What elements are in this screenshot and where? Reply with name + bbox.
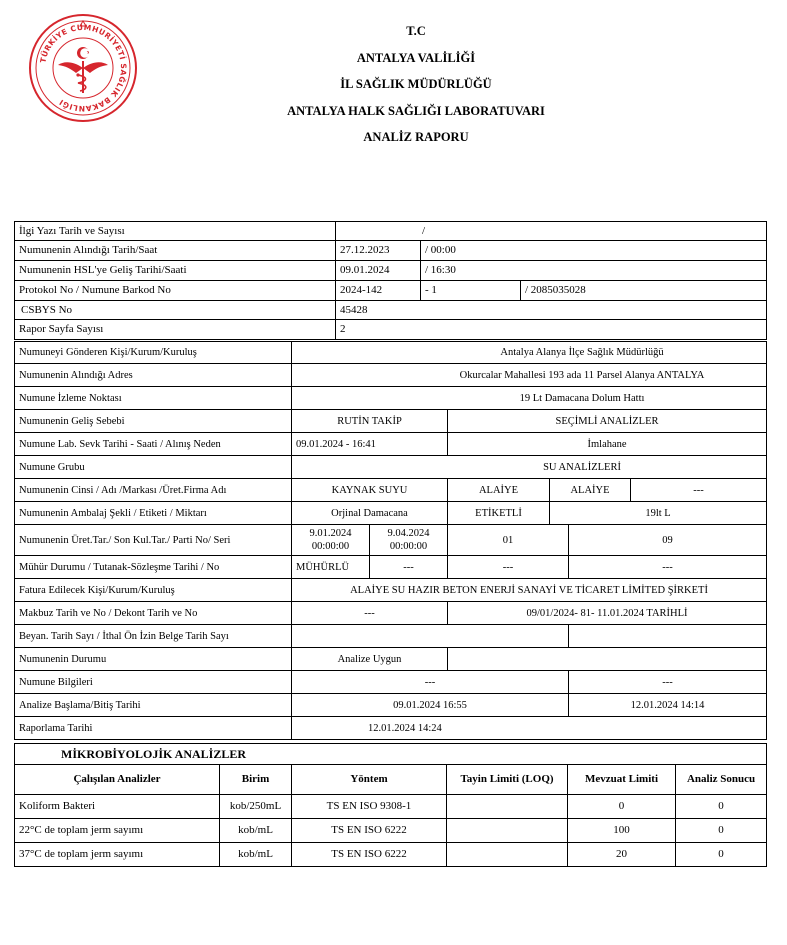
- sample-row: [15, 671, 767, 694]
- sample-value: [292, 625, 569, 648]
- sample-row: [15, 648, 767, 671]
- info-row: [15, 241, 767, 261]
- sample-value: MÜHÜRLÜ: [292, 556, 370, 579]
- header-tc: T.C: [406, 24, 426, 38]
- info-value: /: [336, 222, 767, 241]
- analysis-loq: [447, 819, 568, 843]
- expiry-date-cell: [370, 525, 448, 556]
- sample-row: [15, 479, 767, 502]
- sample-value: [448, 648, 767, 671]
- micro-header: Yöntem: [292, 765, 447, 795]
- sample-row: [15, 387, 767, 410]
- sample-label: Numunenin Alındığı Adres: [15, 364, 292, 387]
- sample-label: Numunenin Üret.Tar./ Son Kul.Tar./ Parti No/ Seri: [15, 525, 292, 556]
- sample-value: SU ANALİZLERİ: [292, 456, 767, 479]
- info-time: / 16:30: [421, 261, 767, 281]
- ministry-of-health-logo: [28, 13, 138, 123]
- analysis-method: TS EN ISO 6222: [292, 819, 447, 843]
- report-date: 12.01.2024 14:24: [292, 717, 767, 740]
- report-title: ANALİZ RAPORU: [363, 130, 469, 144]
- analysis-unit: kob/mL: [220, 819, 292, 843]
- info-label: Protokol No / Numune Barkod No: [15, 281, 336, 301]
- micro-table: [14, 743, 767, 867]
- sample-row: [15, 556, 767, 579]
- micro-header-row: [15, 765, 767, 795]
- info-label: İlgi Yazı Tarih ve Sayısı: [15, 222, 336, 241]
- sample-value: ---: [292, 602, 448, 625]
- analysis-result: 0: [676, 795, 767, 819]
- sample-table: [14, 341, 767, 740]
- sample-row: [15, 433, 767, 456]
- sample-row: [15, 579, 767, 602]
- analysis-loq: [447, 795, 568, 819]
- sample-value: Okurcalar Mahallesi 193 ada 11 Parsel Alanya ANTALYA: [292, 364, 767, 387]
- analysis-name: Koliform Bakteri: [15, 795, 220, 819]
- sample-label: Numune Lab. Sevk Tarihi - Saati / Alınış Neden: [15, 433, 292, 456]
- table-row: [15, 795, 767, 819]
- sample-label: Numunenin Cinsi / Adı /Markası /Üret.Firma Adı: [15, 479, 292, 502]
- sample-value: ALAİYE: [448, 479, 550, 502]
- sample-row: [15, 364, 767, 387]
- sample-value: ---: [292, 671, 569, 694]
- sample-value: 09/01/2024- 81- 11.01.2024 TARİHLİ: [448, 602, 767, 625]
- info-date: 09.01.2024: [336, 261, 421, 281]
- sample-row: [15, 525, 767, 556]
- info-date: 27.12.2023: [336, 241, 421, 261]
- analysis-name: 37°C de toplam jerm sayımı: [15, 843, 220, 867]
- sample-row: [15, 717, 767, 740]
- micro-title: MİKROBİYOLOJİK ANALİZLER: [15, 744, 767, 765]
- sample-label: Numunenin Durumu: [15, 648, 292, 671]
- production-time: 00:00:00: [311, 541, 350, 552]
- analysis-start: 09.01.2024 16:55: [292, 694, 569, 717]
- sample-label: Fatura Edilecek Kişi/Kurum/Kuruluş: [15, 579, 292, 602]
- sample-value: İmlahane: [448, 433, 767, 456]
- sample-value: ALAİYE SU HAZIR BETON ENERJİ SANAYİ VE TİCARET LİMİTED ŞİRKETİ: [292, 579, 767, 602]
- expiry-date: 9.04.2024: [387, 528, 430, 539]
- sample-row: [15, 410, 767, 433]
- info-time: / 00:00: [421, 241, 767, 261]
- analysis-limit: 0: [568, 795, 676, 819]
- sample-label: Makbuz Tarih ve No / Dekont Tarih ve No: [15, 602, 292, 625]
- table-row: [15, 843, 767, 867]
- sample-row: [15, 602, 767, 625]
- header-directorate: İL SAĞLIK MÜDÜRLÜĞÜ: [340, 77, 492, 91]
- sample-value: 19 Lt Damacana Dolum Hattı: [292, 387, 767, 410]
- analysis-name: 22°C de toplam jerm sayımı: [15, 819, 220, 843]
- sample-label: Raporlama Tarihi: [15, 717, 292, 740]
- sample-row: [15, 342, 767, 364]
- sample-row: [15, 502, 767, 525]
- barcode-no: / 2085035028: [521, 281, 767, 301]
- sample-value: SEÇİMLİ ANALİZLER: [448, 410, 767, 433]
- sample-value: RUTİN TAKİP: [292, 410, 448, 433]
- micro-header: Analiz Sonucu: [676, 765, 767, 795]
- sample-label: Numune Grubu: [15, 456, 292, 479]
- sample-value: 09.01.2024 - 16:41: [292, 433, 448, 456]
- sample-label: Mühür Durumu / Tutanak-Sözleşme Tarihi / No: [15, 556, 292, 579]
- protocol-no: 2024-142: [336, 281, 421, 301]
- sample-row: [15, 625, 767, 648]
- sample-label: Numunenin Geliş Sebebi: [15, 410, 292, 433]
- sample-value: ---: [569, 671, 767, 694]
- sample-label: Analize Başlama/Bitiş Tarihi: [15, 694, 292, 717]
- info-row: [15, 261, 767, 281]
- sample-label: Numuneyi Gönderen Kişi/Kurum/Kuruluş: [15, 342, 292, 364]
- info-label: Numunenin HSL'ye Geliş Tarihi/Saati: [15, 261, 336, 281]
- sample-row: [15, 694, 767, 717]
- sample-value: ---: [631, 479, 767, 502]
- info-label: Numunenin Alındığı Tarih/Saat: [15, 241, 336, 261]
- info-value: 2: [336, 320, 767, 340]
- micro-header: Tayin Limiti (LOQ): [447, 765, 568, 795]
- sample-label: Numunenin Ambalaj Şekli / Etiketi / Miktarı: [15, 502, 292, 525]
- header-governorship: ANTALYA VALİLİĞİ: [356, 51, 476, 65]
- info-row: [15, 320, 767, 340]
- analysis-method: TS EN ISO 6222: [292, 843, 447, 867]
- lot-no: 01: [448, 525, 569, 556]
- sample-value: Orjinal Damacana: [292, 502, 448, 525]
- info-label: CSBYS No: [15, 301, 336, 320]
- protocol-sub: - 1: [421, 281, 521, 301]
- analysis-unit: kob/mL: [220, 843, 292, 867]
- info-row: [15, 281, 767, 301]
- sample-value: ---: [569, 556, 767, 579]
- analysis-method: TS EN ISO 9308-1: [292, 795, 447, 819]
- sample-value: [569, 625, 767, 648]
- analysis-limit: 100: [568, 819, 676, 843]
- header-laboratory: ANTALYA HALK SAĞLIĞI LABORATUVARI: [287, 104, 545, 118]
- sample-value: Antalya Alanya İlçe Sağlık Müdürlüğü: [292, 342, 767, 364]
- sample-value: KAYNAK SUYU: [292, 479, 448, 502]
- analysis-end: 12.01.2024 14:14: [569, 694, 767, 717]
- svg-text:TÜRKİYE CUMHURİYETİ SAĞLIK BAK: TÜRKİYE CUMHURİYETİ SAĞLIK BAKANLIĞI: [38, 22, 129, 114]
- analysis-loq: [447, 843, 568, 867]
- sample-label: Numune İzleme Noktası: [15, 387, 292, 410]
- micro-header: Çalışılan Analizler: [15, 765, 220, 795]
- sample-value: ---: [448, 556, 569, 579]
- table-row: [15, 819, 767, 843]
- serial-no: 09: [569, 525, 767, 556]
- info-row: [15, 222, 767, 241]
- analysis-result: 0: [676, 843, 767, 867]
- sample-value: ---: [370, 556, 448, 579]
- analysis-result: 0: [676, 819, 767, 843]
- sample-row: [15, 456, 767, 479]
- sample-value: ETİKETLİ: [448, 502, 550, 525]
- sample-value: 19lt L: [550, 502, 767, 525]
- analysis-limit: 20: [568, 843, 676, 867]
- info-table: [14, 221, 767, 340]
- production-date-cell: [292, 525, 370, 556]
- sample-value: Analize Uygun: [292, 648, 448, 671]
- info-value: 45428: [336, 301, 767, 320]
- micro-header: Mevzuat Limiti: [568, 765, 676, 795]
- sample-label: Numune Bilgileri: [15, 671, 292, 694]
- micro-header: Birim: [220, 765, 292, 795]
- expiry-time: 00:00:00: [389, 541, 428, 552]
- production-date: 9.01.2024: [309, 528, 352, 539]
- sample-label: Beyan. Tarih Sayı / İthal Ön İzin Belge Tarih Sayı: [15, 625, 292, 648]
- sample-value: ALAİYE: [550, 479, 631, 502]
- analysis-unit: kob/250mL: [220, 795, 292, 819]
- info-row: [15, 301, 767, 320]
- info-label: Rapor Sayfa Sayısı: [15, 320, 336, 340]
